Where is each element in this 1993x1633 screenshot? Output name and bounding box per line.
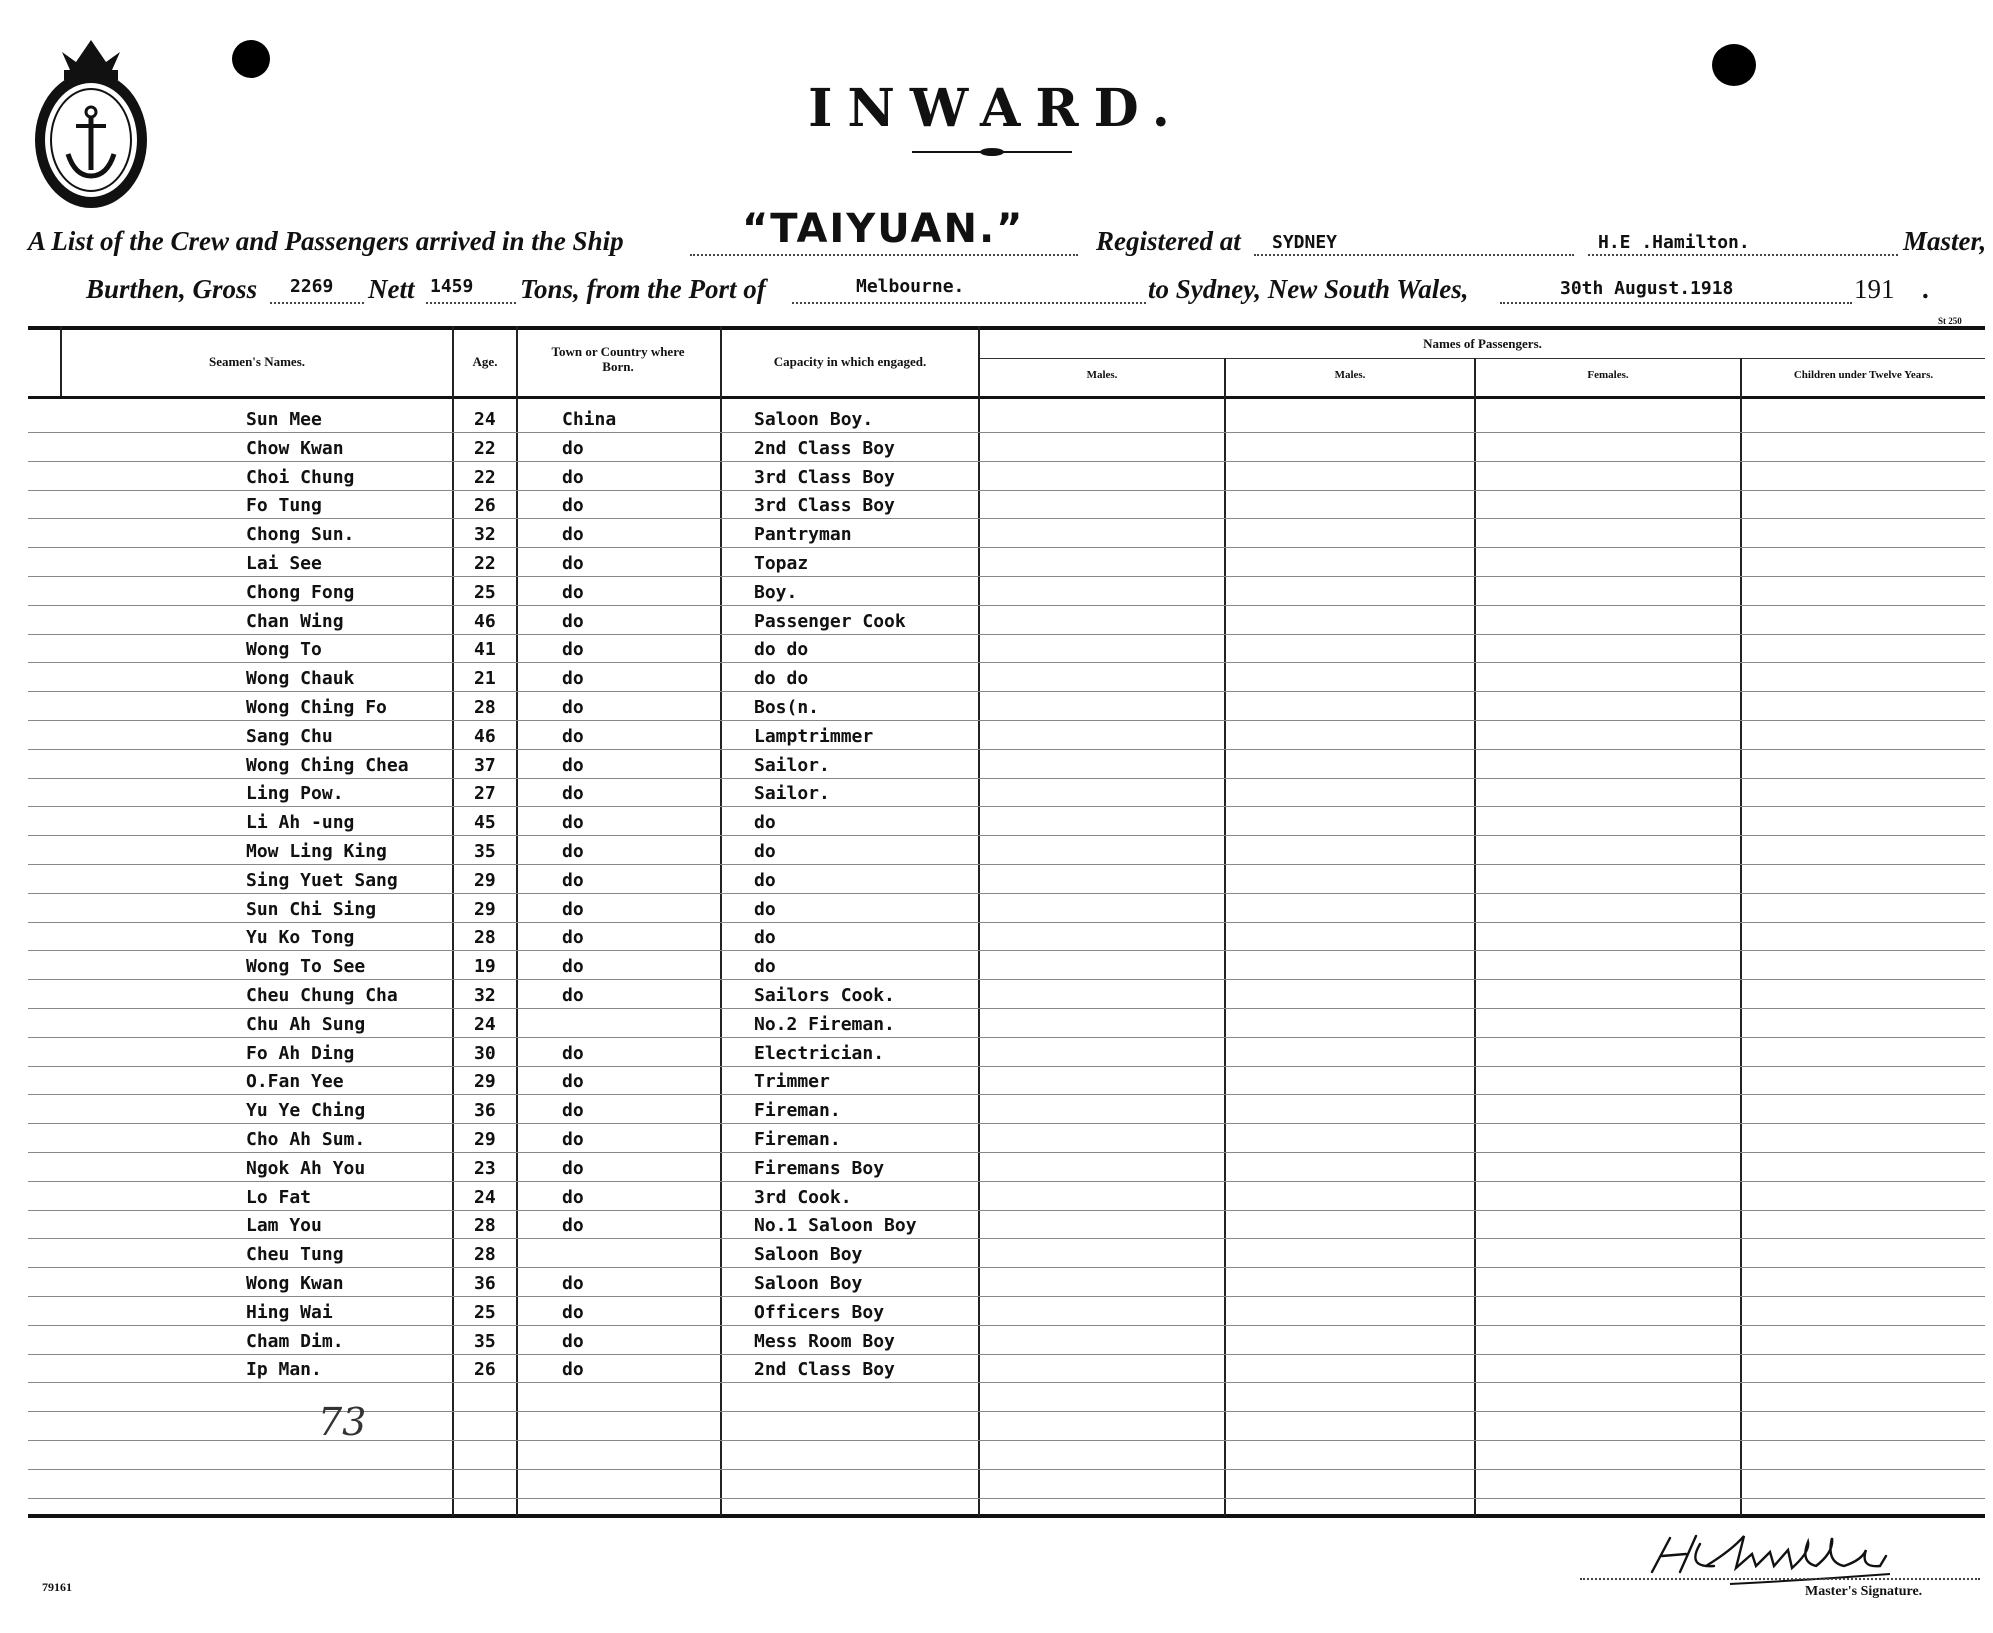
crew-capacity: 3rd Class Boy (754, 466, 895, 488)
col-header-males-1: Males. (1086, 369, 1118, 381)
col-header-capacity: Capacity in which engaged. (773, 354, 927, 369)
gross-dotted-line (270, 302, 364, 304)
crew-capacity: do (754, 898, 776, 920)
crew-born: do (562, 1100, 584, 1122)
crew-name: Lam You (246, 1215, 322, 1237)
burthen-label: Burthen, Gross (86, 274, 258, 304)
crew-capacity: Saloon Boy (754, 1273, 863, 1294)
ruled-line (28, 778, 1985, 779)
crew-age: 19 (474, 956, 496, 978)
ship-name: “TAIYUAN.” (742, 206, 1025, 252)
crew-capacity: Pantryman (754, 524, 852, 546)
col-header-females: Females. (1587, 369, 1629, 381)
crew-capacity: Boy. (754, 581, 798, 603)
crew-born: do (562, 697, 584, 718)
crew-age: 22 (474, 437, 496, 459)
crew-name: Lo Fat (246, 1186, 312, 1208)
ruled-line (28, 1498, 1985, 1499)
ruled-line (28, 1037, 1985, 1038)
master-dotted-line (1588, 254, 1898, 256)
ruled-line (28, 806, 1985, 807)
crew-age: 28 (474, 697, 496, 718)
col-header-born: Town or Country where Born. (551, 344, 685, 374)
crew-age: 35 (474, 841, 496, 862)
crew-born: do (562, 1215, 584, 1237)
crew-age: 41 (474, 639, 496, 661)
crew-capacity: Saloon Boy (754, 1244, 863, 1266)
ruled-line (28, 835, 1985, 836)
crew-name: Yu Ye Ching (246, 1100, 366, 1122)
ruled-line (28, 893, 1985, 894)
crew-born: China (562, 409, 617, 430)
crew-born: do (562, 1186, 584, 1208)
crew-age: 25 (474, 581, 496, 603)
crew-capacity: do (754, 869, 776, 891)
crew-born: do (562, 783, 584, 805)
ruled-line (28, 922, 1985, 923)
crew-age: 24 (474, 1013, 496, 1035)
crew-capacity: Officers Boy (754, 1301, 885, 1323)
crew-capacity: Sailors Cook. (754, 985, 895, 1006)
crew-name: Wong Chauk (246, 668, 355, 690)
crew-age: 32 (474, 985, 496, 1006)
ruled-line (28, 547, 1985, 548)
ruled-line (28, 1066, 1985, 1067)
crew-born: do (562, 668, 584, 690)
crew-capacity: Saloon Boy. (754, 409, 874, 430)
crew-born: do (562, 1330, 584, 1352)
ruled-line (28, 1469, 1985, 1470)
crew-name: Chan Wing (246, 610, 344, 632)
crew-age: 27 (474, 783, 496, 805)
ruled-line (28, 1325, 1985, 1326)
arrival-date: 30th August.1918 (1560, 278, 1734, 299)
ruled-line (28, 1152, 1985, 1153)
crew-age: 28 (474, 927, 496, 949)
ruled-line (28, 979, 1985, 980)
title-ornament (912, 146, 1072, 158)
crew-born: do (562, 639, 584, 661)
crew-name: Cho Ah Sum. (246, 1129, 366, 1150)
crew-born: do (562, 581, 584, 603)
ruled-line (28, 461, 1985, 462)
crew-age: 25 (474, 1301, 496, 1323)
crew-born: do (562, 812, 584, 834)
crew-age: 35 (474, 1330, 496, 1352)
crew-born: do (562, 725, 584, 747)
crew-name: Fo Tung (246, 495, 322, 517)
crew-name: Chong Sun. (246, 524, 355, 546)
signature-dotted-line (1580, 1578, 1980, 1580)
ruled-line (28, 518, 1985, 519)
crew-age: 29 (474, 1071, 496, 1093)
departure-port: Melbourne. (856, 276, 965, 297)
crew-age: 22 (474, 553, 496, 574)
ruled-line (28, 720, 1985, 721)
crew-name: Sing Yuet Sang (246, 869, 398, 891)
crew-age: 36 (474, 1100, 496, 1122)
crew-name: Ling Pow. (246, 783, 344, 805)
ruled-line (28, 576, 1985, 577)
crew-age: 23 (474, 1157, 496, 1179)
crew-name: Chu Ah Sung (246, 1013, 366, 1035)
ruled-line (28, 1210, 1985, 1211)
ruled-line (28, 1123, 1985, 1124)
header-bottom-rule (28, 396, 1985, 399)
ruled-line (28, 490, 1985, 491)
crew-name: Choi Chung (246, 466, 355, 488)
ruled-line (28, 1354, 1985, 1355)
crew-name: Wong To (246, 639, 322, 661)
crew-name: Wong Ching Chea (246, 754, 409, 776)
crew-born: do (562, 495, 584, 517)
col-header-age: Age. (472, 354, 498, 369)
crew-age: 28 (474, 1244, 496, 1266)
crew-name: Fo Ah Ding (246, 1042, 355, 1064)
passenger-subheader-rule (980, 358, 1985, 359)
ruled-line (28, 1008, 1985, 1009)
crew-name: Chow Kwan (246, 437, 344, 459)
crew-born: do (562, 1273, 584, 1294)
crew-capacity: 3rd Class Boy (754, 495, 895, 517)
crew-name: Lai See (246, 553, 322, 574)
crew-born: do (562, 524, 584, 546)
punch-hole-left (232, 40, 270, 78)
crew-age: 22 (474, 466, 496, 488)
col-header-children: Children under Twelve Years. (1793, 369, 1934, 381)
crew-born: do (562, 1301, 584, 1323)
crew-born: do (562, 1157, 584, 1179)
crew-name: Yu Ko Tong (246, 927, 355, 949)
col-divider-females (1474, 358, 1476, 1516)
ruled-line (28, 950, 1985, 951)
crew-name: Chong Fong (246, 581, 355, 603)
ruled-line (28, 1296, 1985, 1297)
document-title: INWARD. (808, 78, 1185, 139)
crew-age: 24 (474, 409, 496, 430)
crew-capacity: No.1 Saloon Boy (754, 1215, 917, 1237)
ruled-line (28, 1267, 1985, 1268)
crew-name: Hing Wai (246, 1301, 333, 1323)
tons-port-label: Tons, from the Port of (520, 274, 766, 304)
crew-born: do (562, 1129, 584, 1150)
crew-name: Ip Man. (246, 1359, 322, 1381)
crew-age: 24 (474, 1186, 496, 1208)
crew-capacity: Bos(n. (754, 697, 820, 718)
crew-age: 26 (474, 1359, 496, 1381)
ruled-line (28, 634, 1985, 635)
year-suffix: . (1922, 274, 1929, 304)
year-prefix: 191 (1854, 274, 1895, 304)
crew-born: do (562, 956, 584, 978)
ruled-line (28, 691, 1985, 692)
crew-age: 29 (474, 1129, 496, 1150)
col-header-passengers: Names of Passengers. (1423, 336, 1542, 351)
crew-capacity: 2nd Class Boy (754, 437, 895, 459)
crew-capacity: Electrician. (754, 1042, 885, 1064)
crew-age: 29 (474, 869, 496, 891)
crew-born: do (562, 898, 584, 920)
ruled-line (28, 662, 1985, 663)
crew-age: 32 (474, 524, 496, 546)
port-dotted-line (792, 302, 1146, 304)
crew-name: O.Fan Yee (246, 1071, 344, 1093)
crew-capacity: Passenger Cook (754, 610, 906, 632)
ruled-line (28, 749, 1985, 750)
col-divider-children (1740, 358, 1742, 1516)
crew-capacity: 3rd Cook. (754, 1186, 852, 1208)
registered-dotted-line (1254, 254, 1574, 256)
crew-born: do (562, 1042, 584, 1064)
crew-capacity: Trimmer (754, 1071, 830, 1093)
crew-capacity: do (754, 841, 776, 862)
crew-capacity: do (754, 927, 776, 949)
registered-label: Registered at (1096, 226, 1241, 256)
col-header-males-2: Males. (1334, 369, 1366, 381)
crew-name: Cham Dim. (246, 1330, 344, 1352)
ruled-line (28, 1181, 1985, 1182)
crew-name: Ngok Ah You (246, 1157, 366, 1179)
crew-capacity: Topaz (754, 553, 809, 574)
crew-born: do (562, 610, 584, 632)
crew-capacity: do do (754, 639, 809, 661)
ruled-line (28, 1094, 1985, 1095)
crew-name: Sun Chi Sing (246, 898, 377, 920)
crew-name: Cheu Tung (246, 1244, 344, 1266)
nett-tonnage: 1459 (430, 276, 474, 297)
ruled-line (28, 432, 1985, 433)
crew-name: Wong Kwan (246, 1273, 344, 1294)
crew-age: 46 (474, 725, 496, 747)
crew-born: do (562, 1359, 584, 1381)
ruled-line (28, 1382, 1985, 1383)
crew-name: Sun Mee (246, 409, 322, 430)
stock-number: 79161 (42, 1580, 72, 1594)
crew-born: do (562, 841, 584, 862)
crew-age: 45 (474, 812, 496, 834)
table-top-rule (28, 326, 1985, 330)
crew-age: 37 (474, 754, 496, 776)
crew-name: Li Ah -ung (246, 812, 355, 834)
date-dotted-line (1500, 302, 1852, 304)
crew-born: do (562, 553, 584, 574)
crew-name: Mow Ling King (246, 841, 387, 862)
registered-port: SYDNEY (1272, 232, 1338, 253)
crew-age: 26 (474, 495, 496, 517)
crew-age: 28 (474, 1215, 496, 1237)
crew-capacity: No.2 Fireman. (754, 1013, 895, 1035)
signature-label: Master's Signature. (1805, 1584, 1923, 1599)
crew-born: do (562, 927, 584, 949)
col-header-names: Seamen's Names. (208, 354, 306, 369)
handwritten-signature (1640, 1522, 1940, 1592)
crew-age: 29 (474, 898, 496, 920)
nett-label: Nett (368, 274, 415, 304)
crew-capacity: Sailor. (754, 783, 830, 805)
col-divider-males2 (1224, 358, 1226, 1516)
ruled-line (28, 605, 1985, 606)
crew-capacity: Firemans Boy (754, 1157, 885, 1179)
crew-tally: 73 (318, 1400, 367, 1444)
gross-tonnage: 2269 (290, 276, 334, 297)
crew-age: 30 (474, 1042, 496, 1064)
table-bottom-rule (28, 1514, 1985, 1518)
crew-capacity: 2nd Class Boy (754, 1359, 895, 1381)
header-line1-label: A List of the Crew and Passengers arrived in the Ship (28, 226, 624, 256)
crew-capacity: Fireman. (754, 1100, 841, 1122)
crew-table (28, 326, 1985, 1516)
crew-capacity: Sailor. (754, 754, 830, 776)
crew-age: 21 (474, 668, 496, 690)
crew-capacity: Lamptrimmer (754, 725, 874, 747)
crew-born: do (562, 754, 584, 776)
crew-born: do (562, 869, 584, 891)
crew-capacity: Fireman. (754, 1129, 841, 1150)
ruled-line (28, 1238, 1985, 1239)
crew-capacity: do do (754, 668, 809, 690)
ruled-line (28, 864, 1985, 865)
form-number: St 250 (1938, 316, 1962, 326)
master-label: Master, (1903, 226, 1987, 256)
crew-name: Wong Ching Fo (246, 697, 387, 718)
crew-born: do (562, 1071, 584, 1093)
crew-name: Wong To See (246, 956, 366, 978)
crew-born: do (562, 985, 584, 1006)
crew-name: Cheu Chung Cha (246, 985, 398, 1006)
nett-dotted-line (426, 302, 516, 304)
crew-age: 46 (474, 610, 496, 632)
crew-born: do (562, 466, 584, 488)
crew-capacity: Mess Room Boy (754, 1330, 895, 1352)
crew-born: do (562, 437, 584, 459)
master-name: H.E .Hamilton. (1598, 232, 1750, 253)
crew-capacity: do (754, 956, 776, 978)
ship-dotted-line (690, 254, 1078, 256)
destination-label: to Sydney, New South Wales, (1148, 274, 1469, 304)
crew-capacity: do (754, 812, 776, 834)
crew-name: Sang Chu (246, 725, 333, 747)
crew-age: 36 (474, 1273, 496, 1294)
